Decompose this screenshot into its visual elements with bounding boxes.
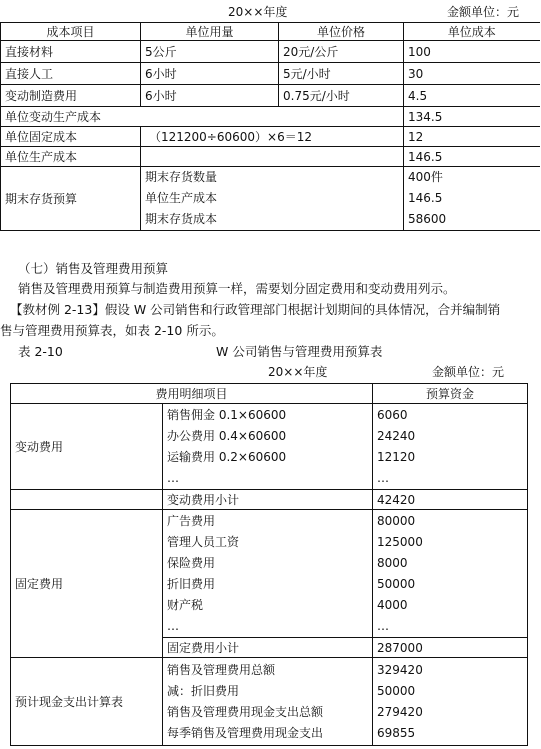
t2-item: 销售佣金 0.1×60600 — [167, 407, 287, 422]
paragraph-line: 售与管理费用预算表，如表 2-10 所示。 — [0, 323, 224, 338]
t2-period: 20××年度 — [268, 365, 328, 379]
t1-ending-item: 期末存货数量 — [145, 170, 218, 184]
t2-cash-values — [373, 658, 528, 746]
t2-item: 运输费用 0.2×60600 — [167, 449, 287, 464]
t2-fixed-items — [163, 510, 373, 638]
t2-value: 69855 — [377, 725, 416, 740]
paragraph-line: 销售及管理费用预算与制造费用预算一样，需要划分固定费用和变动费用列示。 — [18, 281, 456, 296]
t2-cash-label: 预计现金支出计算表 — [11, 658, 163, 746]
t2-item: 办公费用 0.4×60600 — [167, 428, 287, 443]
t1-header-price: 单位价格 — [279, 23, 404, 41]
t2-fixed-label: 固定费用 — [11, 510, 163, 658]
t2-item: 每季销售及管理费用现金支出 — [167, 725, 324, 740]
t2-item: 保险费用 — [167, 555, 216, 570]
t1-ending-values — [404, 167, 540, 231]
t1-unit-fixed-value: 12 — [404, 127, 540, 147]
t2-fixed-subtotal: 287000 — [373, 638, 528, 658]
t2-value: 80000 — [377, 513, 416, 528]
t2-item: 折旧费用 — [167, 576, 216, 591]
t2-item: 财产税 — [167, 597, 204, 612]
paragraph-line: 【教材例 2-13】假设 W 公司销售和行政管理部门根据计划期间的具体情况，合并编制销 — [10, 302, 501, 317]
t2-value: 329420 — [377, 662, 423, 677]
t1-row-item: 直接人工 — [1, 63, 141, 85]
t2-item: 销售及管理费用总额 — [167, 662, 276, 677]
t2-item: 广告费用 — [167, 513, 216, 528]
t1-header-cost: 单位成本 — [404, 23, 540, 41]
t2-value: 8000 — [377, 555, 408, 570]
t1-row-qty: 6小时 — [141, 63, 279, 85]
t1-row-item: 直接材料 — [1, 41, 141, 63]
t1-unit-fixed-label: 单位固定成本 — [1, 127, 141, 147]
t1-row-qty: 5公斤 — [141, 41, 279, 63]
t2-item: 管理人员工资 — [167, 534, 240, 549]
t2-value: 50000 — [377, 683, 416, 698]
t2-value: 279420 — [377, 704, 423, 719]
t1-unit-variable-value: 134.5 — [404, 107, 540, 127]
t2-fixed-subtotal-label: 固定费用小计 — [163, 638, 373, 658]
t2-item: 销售及管理费用现金支出总额 — [167, 704, 324, 719]
unit-cost-table — [0, 22, 404, 231]
t1-row-qty: 6小时 — [141, 85, 279, 107]
t1-header-item: 成本项目 — [1, 23, 141, 41]
t1-row-cost: 30 — [404, 63, 540, 85]
table-title: W 公司销售与管理费用预算表 — [216, 344, 383, 359]
t1-ending-value: 58600 — [408, 212, 447, 226]
t2-value: 125000 — [377, 534, 423, 549]
table-number: 表 2-10 — [18, 344, 63, 359]
t1-row-cost: 100 — [404, 41, 540, 63]
t1-unit: 金额单位：元 — [447, 5, 520, 19]
expense-budget-table — [10, 383, 528, 746]
t2-variable-items — [163, 404, 373, 490]
t2-value: … — [377, 618, 390, 633]
t2-value: 4000 — [377, 597, 408, 612]
t2-cash-items — [163, 658, 373, 746]
t1-ending-label: 期末存货预算 — [1, 167, 141, 231]
t1-row-cost: 4.5 — [404, 85, 540, 107]
t2-value: 6060 — [377, 407, 408, 422]
t1-row-price: 20元/公斤 — [279, 41, 404, 63]
t2-value: 12120 — [377, 449, 416, 464]
t1-row-price: 5元/小时 — [279, 63, 404, 85]
t1-unit-prod-label: 单位生产成本 — [1, 147, 141, 167]
t1-row-price: 0.75元/小时 — [279, 85, 404, 107]
t2-variable-subtotal-label: 变动费用小计 — [163, 490, 373, 510]
t2-variable-label: 变动费用 — [11, 404, 163, 490]
t2-header-amount: 预算资金 — [373, 384, 528, 404]
t1-unit-variable-label: 单位变动生产成本 — [1, 107, 404, 127]
t2-item: 减：折旧费用 — [167, 683, 240, 698]
t1-header-qty: 单位用量 — [141, 23, 279, 41]
t2-value: 50000 — [377, 576, 416, 591]
t1-period: 20××年度 — [228, 5, 288, 19]
t1-ending-item: 期末存货成本 — [145, 212, 218, 226]
t2-item: … — [167, 470, 179, 485]
unit-cost-column — [403, 22, 540, 231]
t2-item: … — [167, 618, 179, 633]
section-heading: （七）销售及管理费用预算 — [18, 261, 169, 276]
t1-ending-item: 单位生产成本 — [145, 191, 218, 205]
t1-unit-prod-value: 146.5 — [404, 147, 540, 167]
t1-ending-value: 400件 — [408, 170, 443, 184]
t2-variable-values — [373, 404, 528, 490]
t1-ending-value: 146.5 — [408, 191, 443, 205]
t2-variable-subtotal: 42420 — [373, 490, 528, 510]
t2-fixed-values — [373, 510, 528, 638]
t2-value: 24240 — [377, 428, 416, 443]
t2-unit: 金额单位：元 — [432, 365, 505, 379]
t1-unit-fixed-formula: （121200÷60600）×6＝12 — [141, 127, 404, 147]
t2-header-item: 费用明细项目 — [11, 384, 373, 404]
t2-value: … — [377, 470, 390, 485]
t1-row-item: 变动制造费用 — [1, 85, 141, 107]
t1-ending-items — [141, 167, 404, 231]
